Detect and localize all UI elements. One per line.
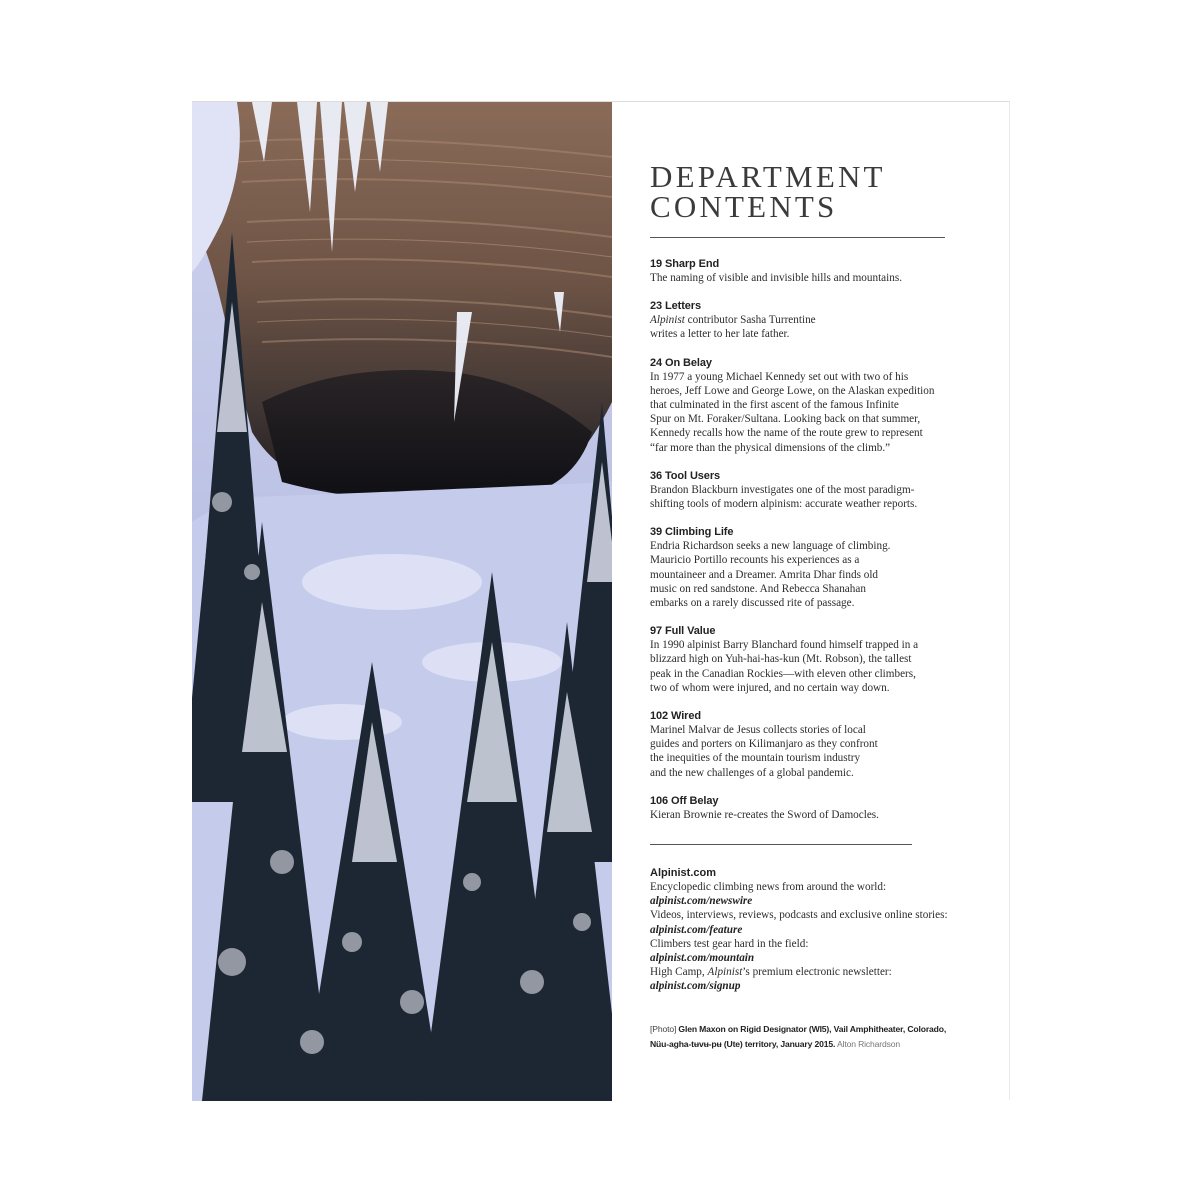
- entry-description: In 1977 a young Michael Kennedy set out with two of his heroes, Jeff Lowe and George Lowe, on the Alaskan expedition that culminated in the first ascent of the famous Infinite Spur on Mt. Foraker/Sultana. Looking back on that summer, Kennedy recalls how the name of the route grew to represent “far more than the physical dimensions of the climb.”: [650, 370, 935, 454]
- entry-description: In 1990 alpinist Barry Blanchard found himself trapped in a blizzard high on Yuh-hai-has-kun (Mt. Robson), the tallest peak in the Canadian Rockies—with eleven other climbers, two of whom were injured, and no certain way down.: [650, 639, 919, 694]
- contents-entry: [650, 469, 980, 511]
- section-divider: [650, 844, 912, 845]
- contents-entry: [650, 709, 980, 780]
- contents-entry: [650, 794, 980, 822]
- contents-entry: [650, 356, 980, 455]
- website-description: [650, 965, 980, 979]
- entry-description: Brandon Blackburn investigates one of the most paradigm- shifting tools of modern alpinism: accurate weather reports.: [650, 483, 918, 511]
- entry-title: 39 Climbing Life: [650, 526, 734, 539]
- website-title: Alpinist.com: [650, 867, 717, 879]
- magazine-page: [192, 101, 1010, 1100]
- newsletter-description: ’s premium electronic newsletter:: [742, 966, 892, 979]
- website-section: [650, 866, 980, 994]
- newsletter-name: High Camp,: [650, 966, 708, 979]
- photo-caption: [650, 1022, 980, 1051]
- top-divider: [650, 237, 945, 238]
- title-line-2: CONTENTS: [650, 189, 838, 224]
- contents-entry: [650, 624, 980, 695]
- newswire-link[interactable]: alpinist.com/newswire: [650, 895, 753, 908]
- contents-entry: [650, 257, 980, 285]
- page-title: [650, 159, 886, 224]
- entry-title: 24 On Belay: [650, 356, 712, 369]
- mountain-link[interactable]: alpinist.com/mountain: [650, 952, 755, 965]
- caption-text-2: Nüu-agha-tʉvʉ-pʉ (Ute) territory, January 2015.: [650, 1038, 836, 1049]
- entry-title: 102 Wired: [650, 710, 701, 723]
- caption-tag: [Photo]: [650, 1024, 677, 1034]
- entry-description: [650, 313, 980, 341]
- website-description: Encyclopedic climbing news from around the world:: [650, 881, 887, 893]
- entry-description: Endria Richardson seeks a new language of climbing. Mauricio Portillo recounts his experiences as a mountaineer and a Dreamer. Amrita Dhar finds old music on red sandstone. And Rebecca Shanahan embarks on a rarely discussed rite of passage.: [650, 540, 891, 610]
- feature-link[interactable]: alpinist.com/feature: [650, 923, 743, 936]
- magazine-name: Alpinist: [707, 966, 743, 979]
- cover-photo: [192, 102, 612, 1101]
- contents-entry: [650, 299, 980, 341]
- website-description: Climbers test gear hard in the field:: [650, 937, 809, 950]
- photo-credit: Alton Richardson: [835, 1038, 901, 1049]
- entry-description: The naming of visible and invisible hills and mountains.: [650, 272, 902, 284]
- entry-description: Marinel Malvar de Jesus collects stories of local guides and porters on Kilimanjaro as they confront the inequities of the mountain tourism industry and the new challenges of a global pandemic.: [650, 724, 878, 779]
- signup-link[interactable]: alpinist.com/signup: [650, 980, 741, 993]
- website-description: Videos, interviews, reviews, podcasts and exclusive online stories:: [650, 909, 948, 922]
- entry-title: 23 Letters: [650, 300, 701, 313]
- caption-text: Glen Maxon on Rigid Designator (WI5), Vail Amphitheater, Colorado,: [676, 1024, 947, 1034]
- entry-description: Kieran Brownie re-creates the Sword of Damocles.: [650, 808, 879, 821]
- entry-title: 19 Sharp End: [650, 258, 720, 270]
- contents-entry: [650, 525, 980, 610]
- contents-list: [650, 257, 980, 836]
- entry-description-text: contributor Sasha Turrentine writes a letter to her late father.: [650, 314, 816, 341]
- entry-title: 106 Off Belay: [650, 794, 719, 807]
- magazine-name: Alpinist: [650, 314, 685, 327]
- entry-title: 36 Tool Users: [650, 469, 721, 482]
- entry-title: 97 Full Value: [650, 625, 716, 638]
- title-line-1: DEPARTMENT: [650, 159, 886, 194]
